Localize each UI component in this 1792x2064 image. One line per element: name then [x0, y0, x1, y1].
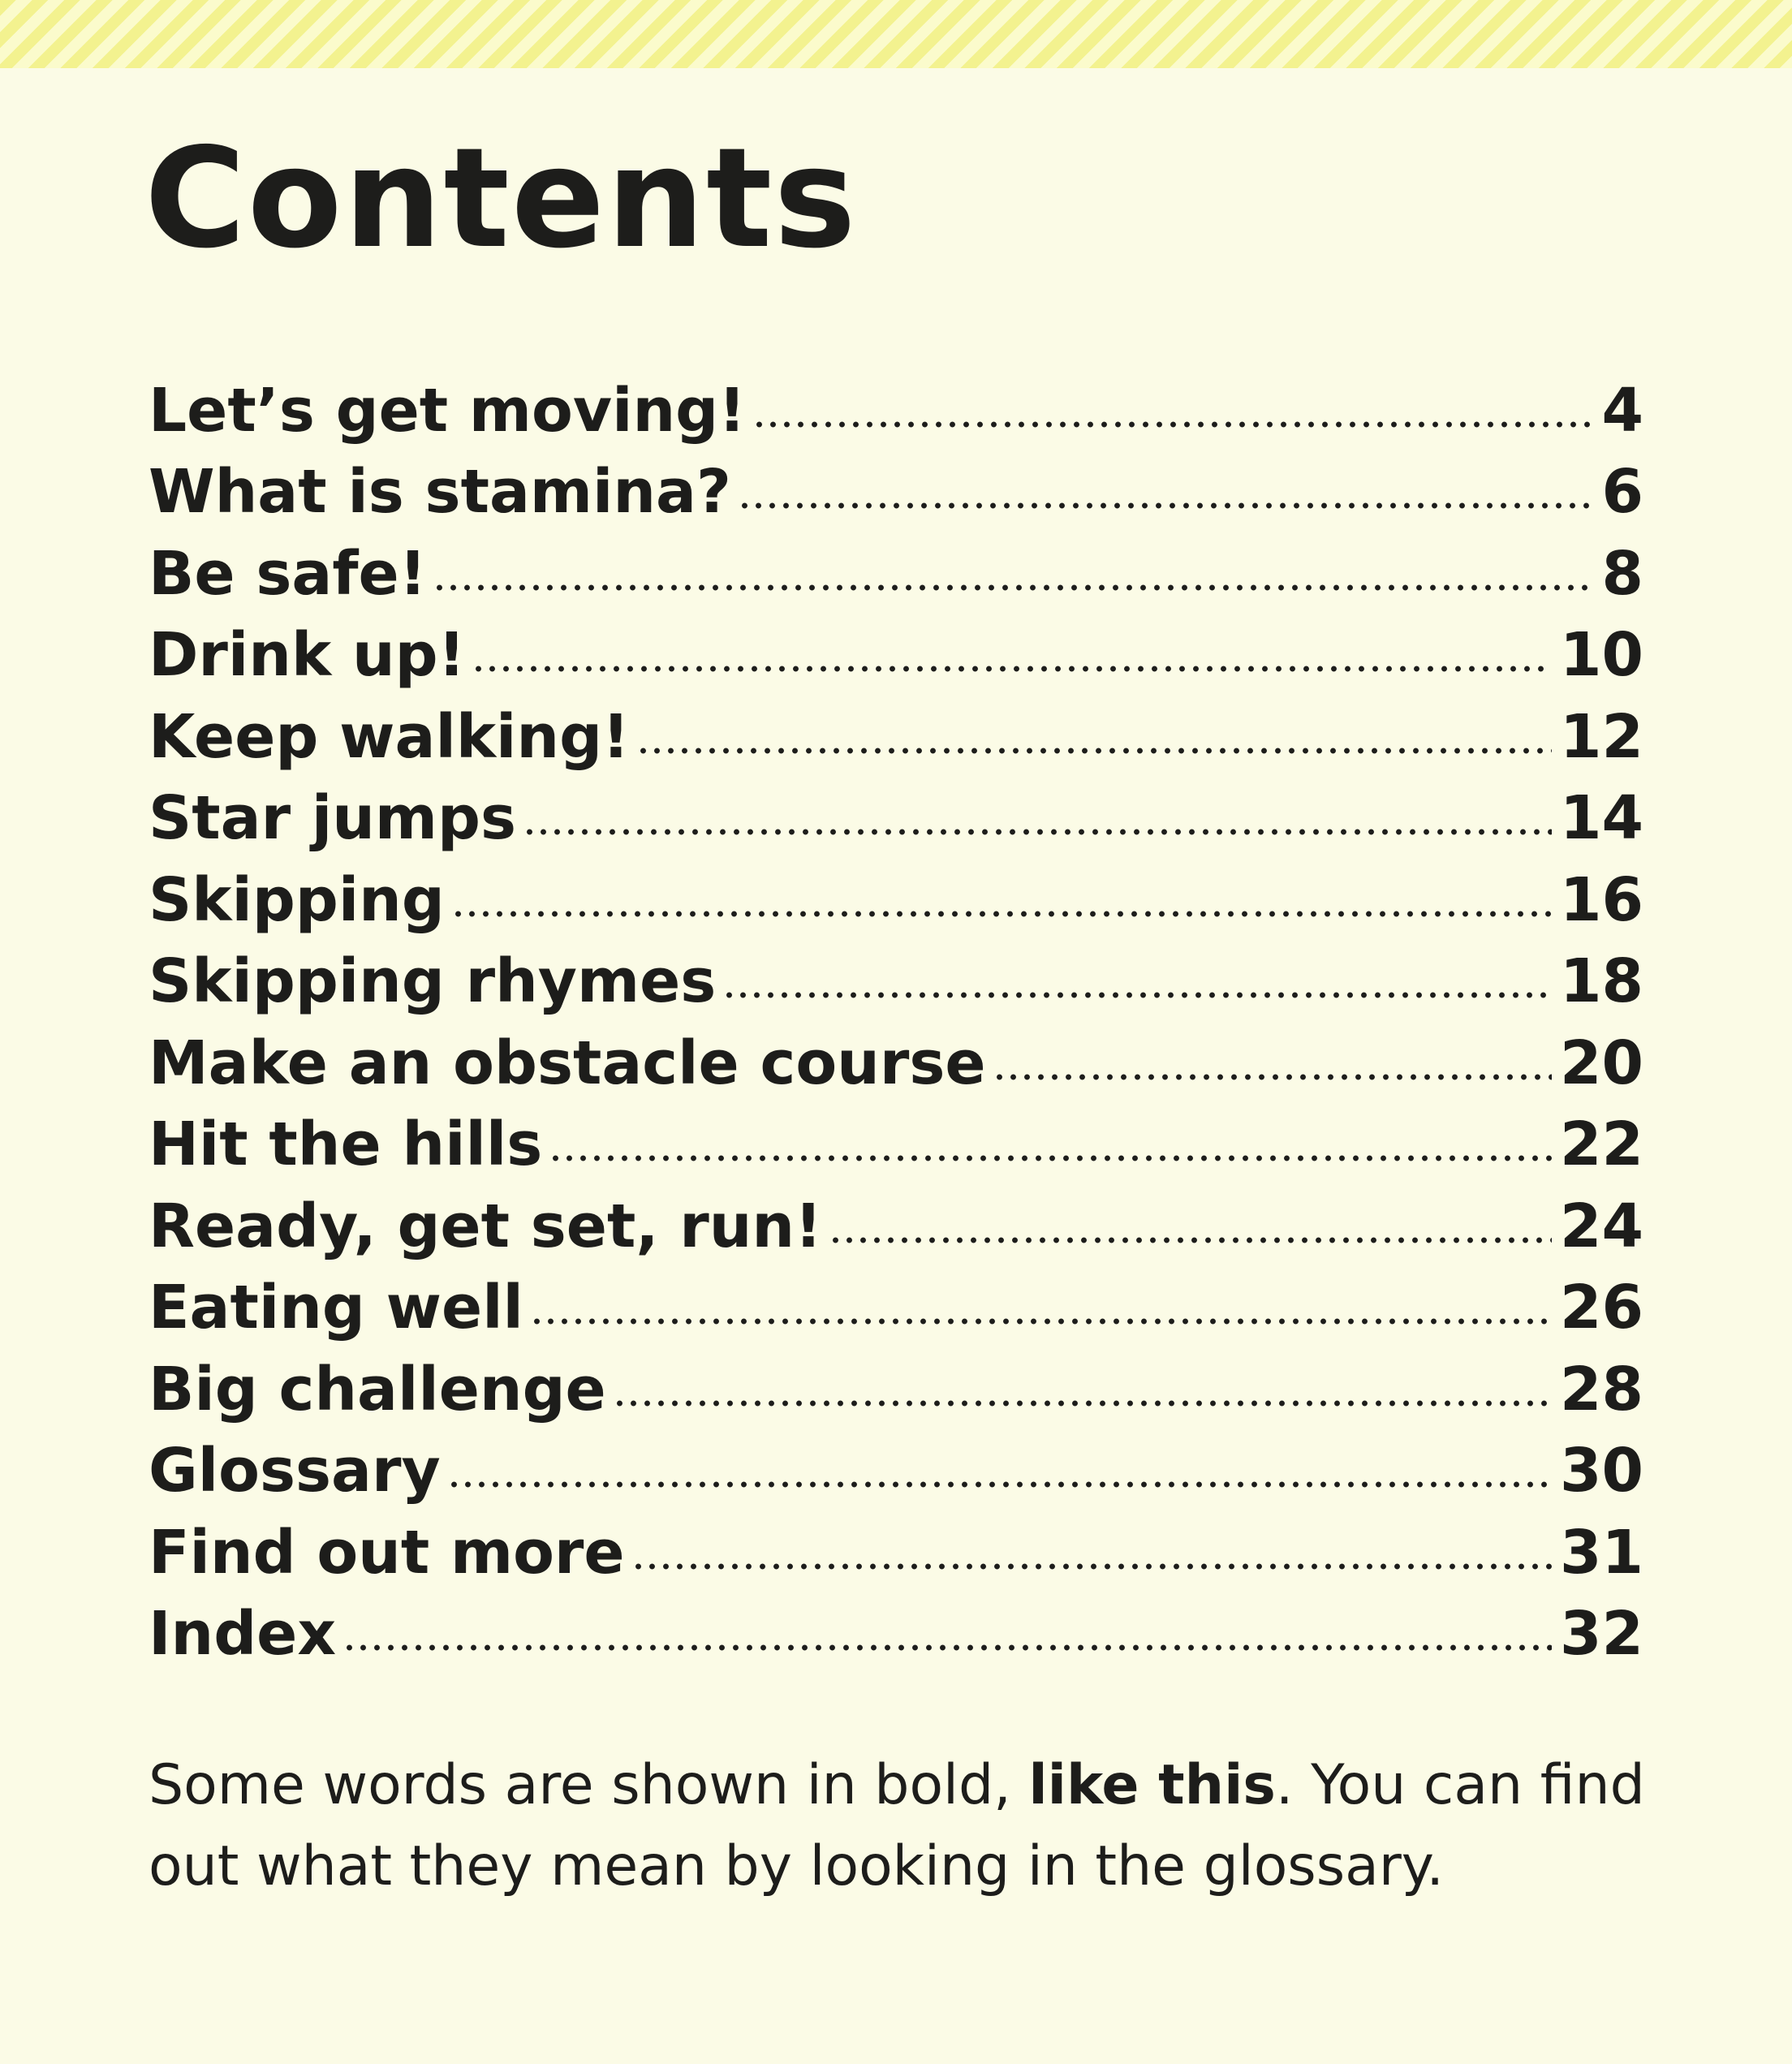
toc-entry-title: Index — [149, 1599, 337, 1669]
toc-entry-page: 16 — [1560, 864, 1643, 935]
toc-entry-title: Glossary — [149, 1436, 441, 1506]
toc-entry — [149, 359, 1643, 446]
dot-leader — [451, 911, 1552, 917]
toc-entry-page: 4 — [1601, 375, 1643, 446]
dot-leader — [738, 502, 1594, 509]
dot-leader — [549, 1155, 1552, 1161]
toc-entry-title: Find out more — [149, 1517, 625, 1588]
toc-entry-title: What is stamina? — [149, 457, 731, 527]
toc-entry-title: Skipping rhymes — [149, 946, 717, 1016]
toc-entry-title: Be safe! — [149, 538, 427, 609]
toc-entry-title: Drink up! — [149, 620, 466, 690]
dot-leader — [829, 1237, 1552, 1243]
toc-entry — [149, 1011, 1643, 1098]
toc-entry-page: 20 — [1560, 1028, 1643, 1098]
dot-leader — [433, 584, 1593, 591]
toc-entry — [149, 441, 1643, 527]
table-of-contents — [149, 359, 1643, 1669]
toc-entry — [149, 1174, 1643, 1261]
toc-entry-page: 31 — [1560, 1517, 1643, 1588]
glossary-note-text-start: Some words are shown in bold, — [149, 1753, 1029, 1817]
glossary-note-text-end: . You can find out what they mean by looking in the glossary. — [149, 1753, 1645, 1898]
toc-entry-page: 14 — [1560, 783, 1643, 853]
dot-leader — [636, 748, 1552, 754]
toc-entry-title: Keep walking! — [149, 701, 630, 772]
toc-entry-page: 18 — [1560, 946, 1643, 1016]
toc-entry-page: 8 — [1601, 538, 1643, 609]
toc-entry — [149, 604, 1643, 690]
toc-entry-page: 12 — [1560, 701, 1643, 772]
toc-entry-page: 30 — [1560, 1436, 1643, 1506]
toc-entry — [149, 1093, 1643, 1179]
toc-entry-title: Make an obstacle course — [149, 1028, 986, 1098]
glossary-note-bold-example: like this — [1028, 1753, 1276, 1817]
toc-entry — [149, 930, 1643, 1016]
toc-entry — [149, 1583, 1643, 1669]
toc-entry-page: 10 — [1560, 620, 1643, 690]
toc-entry-page: 24 — [1560, 1191, 1643, 1261]
toc-entry-page: 22 — [1560, 1110, 1643, 1179]
toc-entry-title: Big challenge — [149, 1354, 606, 1424]
dot-leader — [523, 829, 1552, 835]
toc-entry — [149, 1501, 1643, 1588]
glossary-note — [149, 1745, 1691, 1907]
toc-entry-title: Ready, get set, run! — [149, 1191, 822, 1261]
dot-leader — [447, 1481, 1552, 1488]
toc-entry — [149, 1256, 1643, 1342]
dot-leader — [993, 1074, 1552, 1080]
toc-entry-title: Let’s get moving! — [149, 375, 746, 446]
toc-entry-title: Eating well — [149, 1273, 523, 1342]
toc-entry — [149, 685, 1643, 772]
toc-entry — [149, 767, 1643, 853]
toc-entry-title: Hit the hills — [149, 1110, 543, 1179]
toc-entry-page: 32 — [1560, 1599, 1643, 1669]
dot-leader — [530, 1318, 1552, 1325]
dot-leader — [613, 1400, 1552, 1407]
toc-entry-page: 28 — [1560, 1354, 1643, 1424]
toc-entry — [149, 848, 1643, 935]
page-title: Contents — [144, 118, 858, 279]
toc-entry-page: 26 — [1560, 1273, 1643, 1342]
top-stripe-band — [0, 0, 1792, 68]
dot-leader — [722, 992, 1552, 998]
toc-entry-page: 6 — [1601, 457, 1643, 527]
toc-entry — [149, 1338, 1643, 1424]
dot-leader — [342, 1644, 1552, 1651]
toc-entry — [149, 522, 1643, 609]
dot-leader — [631, 1563, 1552, 1570]
toc-entry-title: Skipping — [149, 864, 445, 935]
toc-entry-title: Star jumps — [149, 783, 517, 853]
dot-leader — [472, 666, 1552, 672]
dot-leader — [752, 421, 1594, 428]
toc-entry — [149, 1420, 1643, 1506]
